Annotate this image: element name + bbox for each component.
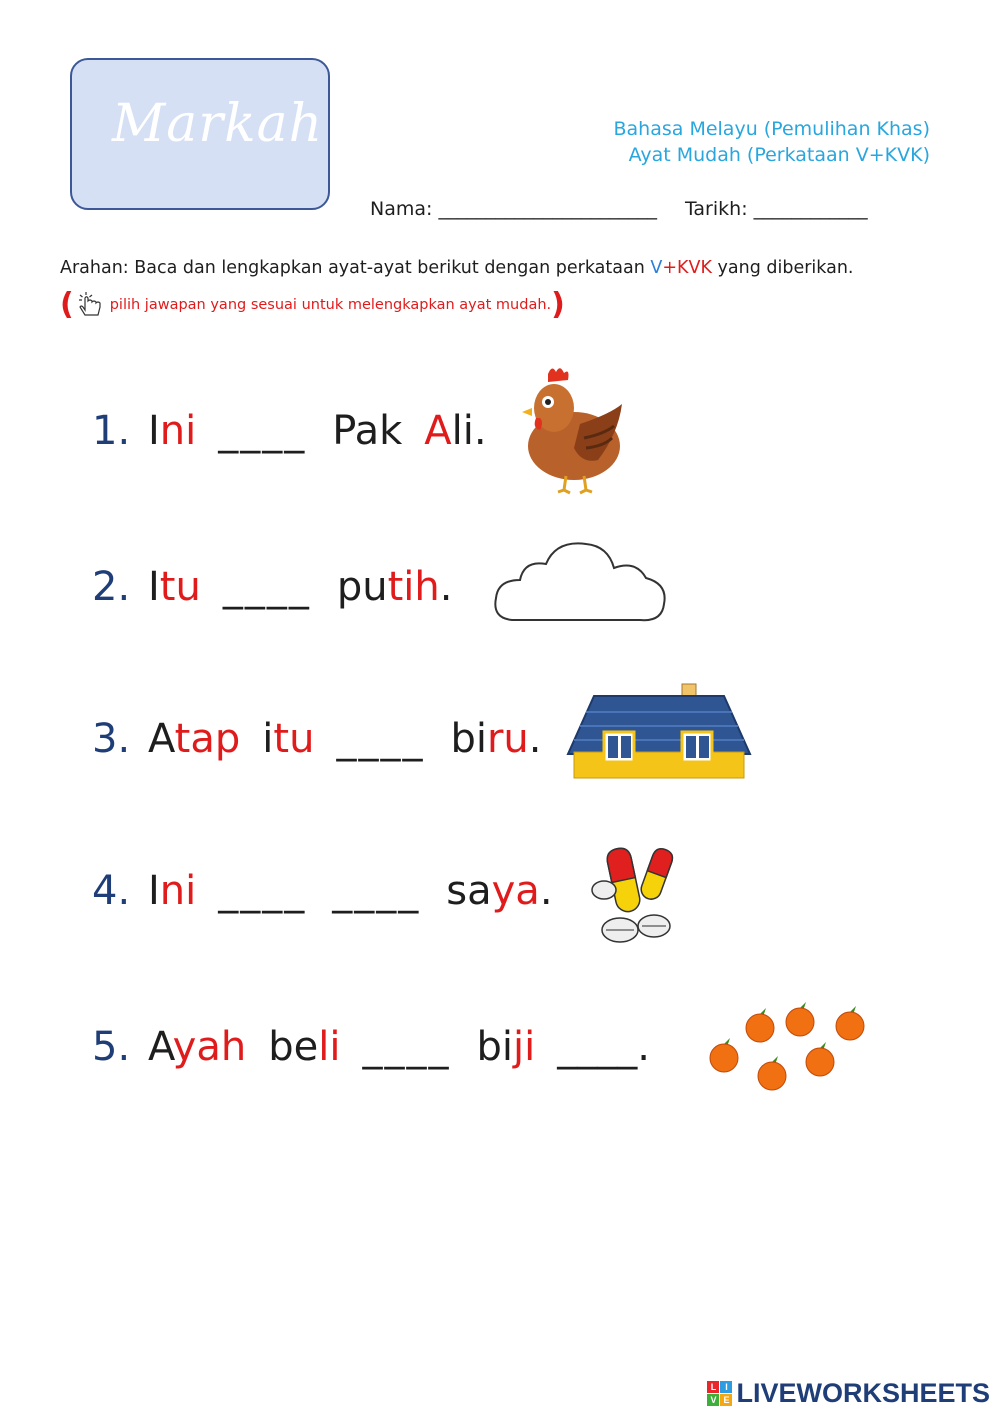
question-number: 5. — [92, 1024, 131, 1070]
question-number: 4. — [92, 868, 131, 914]
word: putih. — [336, 564, 453, 610]
subject-title — [614, 116, 931, 168]
question-number: 3. — [92, 716, 131, 762]
markah-box — [70, 58, 330, 210]
question-4 — [92, 868, 553, 914]
word: saya. — [446, 868, 553, 914]
liveworksheets-logo — [707, 1378, 990, 1409]
answer-blank[interactable]: ____ — [362, 1024, 451, 1070]
word: beli — [268, 1024, 341, 1070]
word: biru. — [450, 716, 542, 762]
markah-label: Markah — [112, 94, 324, 154]
oranges-icon — [704, 996, 870, 1094]
roof-icon — [566, 682, 752, 782]
word: Atap — [148, 716, 241, 762]
question-number: 1. — [92, 408, 131, 454]
word: Itu — [148, 564, 201, 610]
answer-blank[interactable]: ____ — [336, 716, 425, 762]
name-field[interactable]: Nama: _______________________ — [370, 198, 657, 220]
cloud-icon — [490, 534, 670, 630]
answer-blank[interactable]: ____ — [332, 868, 421, 914]
brand-name: LIVEWORKSHEETS — [736, 1378, 990, 1408]
word: biji — [476, 1024, 536, 1070]
word: Ali. — [424, 408, 487, 454]
word: Ini — [148, 868, 197, 914]
instruction — [60, 258, 853, 278]
answer-blank[interactable]: ____ — [218, 868, 307, 914]
hint-text: pilih jawapan yang sesuai untuk melengkapkan ayat mudah. — [109, 297, 552, 313]
medicine-pills-icon — [590, 842, 686, 948]
word: itu — [262, 716, 315, 762]
word: Ayah — [148, 1024, 247, 1070]
question-3 — [92, 716, 541, 762]
instruction-plus: + — [662, 258, 678, 278]
name-date-line — [370, 198, 868, 220]
question-1 — [92, 408, 487, 454]
subject-line-2: Ayat Mudah (Perkataan V+KVK) — [628, 144, 930, 166]
date-field[interactable]: Tarikh: ____________ — [684, 198, 868, 220]
question-5 — [92, 1024, 650, 1070]
question-2 — [92, 564, 452, 610]
word: Ini — [148, 408, 197, 454]
answer-blank[interactable]: ____ — [218, 408, 307, 454]
question-number: 2. — [92, 564, 131, 610]
word: Pak — [332, 408, 403, 454]
answer-blank[interactable]: ____ — [222, 564, 311, 610]
hint-open-paren: ( — [60, 287, 74, 322]
instruction-suffix: yang diberikan. — [711, 258, 854, 278]
answer-blank[interactable]: ____. — [557, 1024, 650, 1070]
hint-line — [60, 287, 565, 322]
live-badge-icon: L I V E — [707, 1381, 732, 1406]
instruction-kvk: KVK — [677, 258, 712, 278]
subject-line-1: Bahasa Melayu (Pemulihan Khas) — [613, 118, 930, 140]
hen-icon — [518, 364, 628, 496]
hint-close-paren: ) — [551, 287, 565, 322]
instruction-v: V — [650, 258, 663, 278]
pointer-hand-icon — [76, 290, 106, 320]
instruction-text: Arahan: Baca dan lengkapkan ayat-ayat berikut dengan perkataan — [60, 258, 651, 278]
